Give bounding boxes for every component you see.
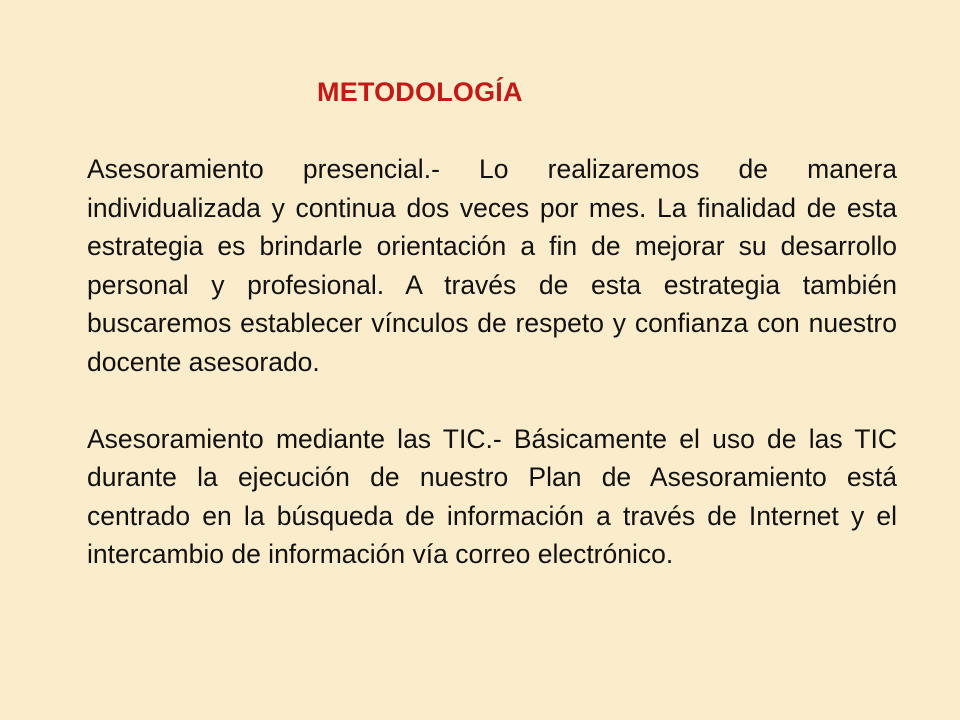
paragraph-tic-heading: Asesoramiento mediante las TIC.	[87, 423, 493, 454]
slide-title: METODOLOGÍA	[317, 77, 523, 107]
paragraph-tic-text: - Básicamente el uso de las TIC durante la ejecución de nuestro Plan de Asesoramiento está centrado en la búsqueda de información a través de Internet y el intercambio de información vía correo electrónico.	[87, 423, 897, 569]
paragraph-presencial-heading: Asesoramiento presencial.	[87, 154, 432, 184]
paragraph-presencial-text: - Lo realizaremos de manera individualizada y continua dos veces por mes. La finalidad de esta estrategia es brindarle orientación a fin de mejorar su desarrollo personal y profesional. A través de esta estrategia también buscaremos establecer vínculos de respeto y confianza con nuestro docente asesorado.	[87, 154, 897, 377]
paragraph-presencial	[87, 150, 897, 381]
slide-body	[87, 150, 897, 574]
paragraph-tic	[87, 420, 897, 574]
